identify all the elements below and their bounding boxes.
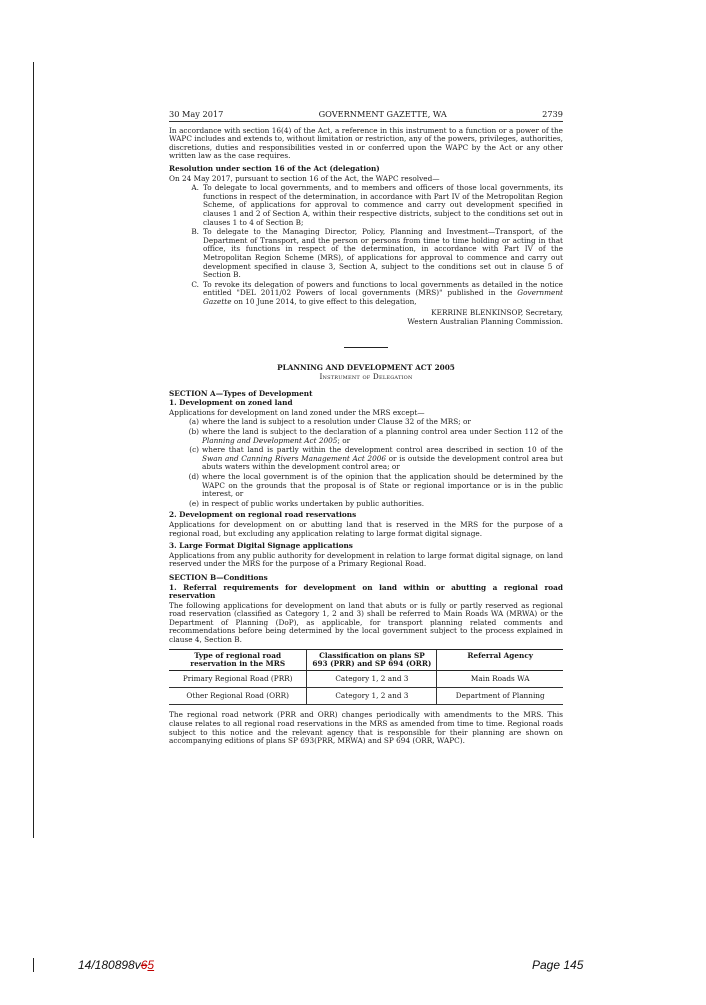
- item-label: A.: [191, 183, 199, 193]
- signature-block: [169, 309, 563, 326]
- exception-item-e: (e) in respect of public works undertaken by public authorities.: [188, 498, 425, 508]
- resolution-heading: Resolution under section 16 of the Act (delegation): [169, 163, 380, 173]
- referral-table: [169, 649, 563, 706]
- item-label: B.: [191, 227, 199, 237]
- table-cell: Other Regional Road (ORR): [169, 688, 307, 705]
- item-text: To delegate to the Managing Director, Policy, Planning and Investment—Transport, of the Department of Transport, and the person or persons from time to time holding or acting in that office, its functions in respect of the determination, in accordance with Part IV of the Metropolitan Region Scheme (MRS), of applications for approval to commence and carry out development specified in clause 3, Section A, subject to the conditions set out in clause 5 of Section B.: [203, 227, 563, 280]
- resolution-lead: On 24 May 2017, pursuant to section 16 of the Act, the WAPC resolved—: [169, 173, 440, 183]
- table-header-row: [169, 649, 563, 671]
- left-margin-footer-bar: [33, 958, 34, 972]
- table-cell: Category 1, 2 and 3: [307, 671, 437, 688]
- table-row: [169, 671, 563, 688]
- signatory-organisation: Western Australian Planning Commission.: [407, 317, 563, 327]
- item-label: C.: [191, 279, 199, 289]
- header-date: 30 May 2017: [169, 109, 224, 119]
- section-a-clause-2-heading: 2. Development on regional road reservations: [169, 510, 357, 520]
- header-page-number: 2739: [542, 109, 563, 119]
- gazette-page: [169, 110, 563, 750]
- column-header: Referral Agency: [437, 649, 563, 671]
- section-b-clause-1-heading: 1. Referral requirements for development on land within or abutting a regional road reservation: [169, 582, 563, 601]
- table-cell: Department of Planning: [437, 688, 563, 705]
- resolution-item-b: [169, 228, 563, 280]
- exception-item-b: (b) where the land is subject to the declaration of a planning control area under Section 112 of the Planning and Development Act 2005; or: [188, 427, 563, 445]
- exception-item-c: (c) where that land is partly within the development control area described in section 10 of the Swan and Canning Rivers Management Act 2006 or is outside the development control area but abuts waters within the development control area; or: [189, 445, 563, 472]
- signatory-name: KERRINE BLENKINSOP, Secretary,: [431, 308, 563, 318]
- page-number-footer: Page 145: [532, 958, 584, 972]
- gazette-name: Government Gazette: [203, 288, 563, 306]
- header-title: GOVERNMENT GAZETTE, WA: [318, 109, 447, 119]
- closing-paragraph: The regional road network (PRR and ORR) changes periodically with amendments to the MRS. This clause relates to all regional road reservations in the MRS as amended from time to time. Regional roads subject to this notice and the relevant agency that is responsible for their planning are shown on accompanying editions of plans SP 693(PRR, MRWA) and SP 694 (ORR, WAPC).: [169, 710, 563, 746]
- act-title: PLANNING AND DEVELOPMENT ACT 2005: [277, 363, 455, 373]
- act-name: Planning and Development Act 2005: [202, 435, 338, 445]
- exception-item-d: (d) where the local government is of the opinion that the application should be determined by the WAPC on the grounds that the proposal is of State or regional importance or is in the public interest, or: [188, 471, 563, 499]
- intro-paragraph: In accordance with section 16(4) of the Act, a reference in this instrument to a function or a power of the WAPC includes and extends to, without limitation or restriction, any of the powers, privileges, authorities, discretions, duties and responsibilities vested in or conferred upon the WAPC by the Act or any other written law as the case requires.: [169, 125, 563, 161]
- section-a-clause-1-heading: 1. Development on zoned land: [169, 398, 293, 408]
- column-header: Type of regional road reservation in the MRS: [169, 649, 307, 671]
- table-cell: Category 1, 2 and 3: [307, 688, 437, 705]
- section-a-clause-2-text: Applications for development on or abutting land that is reserved in the MRS for the purpose of a regional road, but excluding any application relating to large format digital signage.: [169, 519, 563, 538]
- tracked-deletion: 6: [140, 958, 148, 972]
- exception-item-a: (a) where the land is subject to a resolution under Clause 32 of the MRS; or: [188, 417, 471, 427]
- act-name: Swan and Canning Rivers Management Act 2006: [202, 453, 387, 463]
- act-subtitle: Instrument of Delegation: [319, 372, 413, 382]
- left-margin-change-bar: [33, 62, 34, 838]
- section-a-clause-1-lead: Applications for development on land zoned under the MRS except—: [169, 407, 425, 417]
- section-a-heading: SECTION A—Types of Development: [169, 388, 313, 398]
- column-header: Classification on plans SP 693 (PRR) and SP 694 (ORR): [307, 649, 437, 671]
- section-a-clause-3-text: Applications from any public authority for development in relation to large format digital signage, on land reserved under the MRS for the purpose of a Primary Regional Road.: [169, 550, 563, 569]
- page-header: [169, 110, 563, 122]
- tracked-insertion: 5: [147, 958, 155, 972]
- table-cell: Main Roads WA: [437, 671, 563, 688]
- table-cell: Primary Regional Road (PRR): [169, 671, 307, 688]
- resolution-item-c: [169, 281, 563, 307]
- item-text: To revoke its delegation of powers and functions to local governments as detailed in the notice entitled "DEL 2011/02 Powers of local governments (MRS)" published in the Government Gazette on 10 June 2014, to give effect to this delegation,: [203, 279, 563, 306]
- item-text: To delegate to local governments, and to members and officers of those local governments, its functions in respect of the determination, in accordance with Part IV of the Metropolitan Region Scheme, of applications for approval to commence and carry out development specified in clauses 1 and 2 of Section A, within their respective districts, subject to the conditions set out in clauses 1 to 4 of Section B;: [203, 183, 563, 227]
- resolution-list: [169, 184, 563, 306]
- section-b-clause-1-text: The following applications for development on land that abuts or is fully or partly reserved as regional road reservation (classified as Category 1, 2 and 3) shall be referred to Main Roads WA (MRWA) or the Department of Planning (DoP), as applicable, for transport planning related comments and recommendations before being determined by the local government subject to the process explained in clause 4, Section B.: [169, 600, 563, 645]
- resolution-item-a: [169, 184, 563, 227]
- section-b-heading: SECTION B—Conditions: [169, 572, 268, 582]
- document-reference: 14/180898v65: [78, 958, 155, 972]
- section-divider: [344, 347, 388, 348]
- section-a-clause-3-heading: 3. Large Format Digital Signage applications: [169, 541, 353, 551]
- table-row: [169, 688, 563, 705]
- exceptions-list: [169, 418, 563, 508]
